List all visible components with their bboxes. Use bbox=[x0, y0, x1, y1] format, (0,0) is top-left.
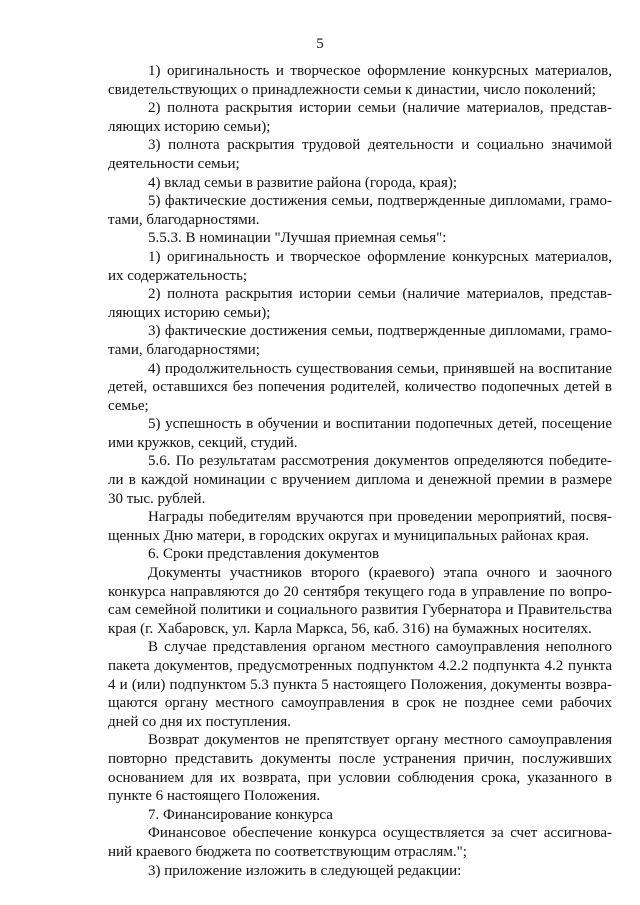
paragraph: 5) успешность в обучении и воспитании подопечных детей, посещение ими кружков, секций, студий. bbox=[108, 416, 612, 451]
paragraph: 5) фактические достижения семьи, подтвержденные дипломами, грамотами, благодарностями. bbox=[108, 193, 612, 228]
paragraph: 2) полнота раскрытия истории семьи (наличие материалов, представляющих историю семьи); bbox=[108, 286, 612, 321]
paragraph: 5.6. По результатам рассмотрения документов определяются победители в каждой номинации с вручением диплома и денежной премии в размере 30 тыс. рублей. bbox=[108, 453, 612, 507]
paragraph: 3) полнота раскрытия трудовой деятельности и социально значимой деятельности семьи; bbox=[108, 137, 612, 172]
section-heading: 7. Финансирование конкурса bbox=[148, 806, 333, 823]
document-body bbox=[108, 62, 612, 880]
paragraph: 2) полнота раскрытия истории семьи (наличие материалов, представляющих историю семьи); bbox=[108, 100, 612, 135]
paragraph: 4) продолжительность существования семьи, принявшей на воспитание детей, оставшихся без попечения родителей, количество подопечных детей в семье; bbox=[108, 360, 612, 414]
paragraph: 3) приложение изложить в следующей редакции: bbox=[148, 862, 462, 879]
paragraph: 1) оригинальность и творческое оформление конкурсных материалов, свидетельствующих о принадлежности семьи к династии, число поколений; bbox=[108, 63, 612, 98]
page-number: 5 bbox=[316, 36, 324, 52]
section-heading: 5.5.3. В номинации "Лучшая приемная семья": bbox=[148, 230, 447, 247]
paragraph: 1) оригинальность и творческое оформление конкурсных материалов, их содержательность; bbox=[108, 248, 612, 284]
paragraph: Награды победителям вручаются при проведении мероприятий, посвященных Дню матери, в городских округах и муниципальных районах края. bbox=[108, 509, 612, 544]
paragraph: Документы участников второго (краевого) этапа очного и заочного конкурса направляются до 20 сентября текущего года в управление по вопросам семейной политики и социального развития Губернатора и Правительства края (г. Хабаровск, ул. Карла Маркса, 56, каб. 316) на бумажных носителях. bbox=[108, 565, 612, 637]
paragraph: Возврат документов не препятствует органу местного самоуправления повторно представить документы после устранения причин, послуживших основанием для их возврата, при условии соблюдения срока, указанного в пункте 6 настоящего Положения. bbox=[108, 732, 612, 805]
section-heading: 6. Сроки представления документов bbox=[148, 546, 380, 563]
paragraph: 4) вклад семьи в развитие района (города, края); bbox=[148, 174, 458, 191]
paragraph: 3) фактические достижения семьи, подтвержденные дипломами, грамотами, благодарностями; bbox=[108, 323, 612, 358]
paragraph: Финансовое обеспечение конкурса осуществляется за счет ассигнований краевого бюджета по соответствующим отраслям."; bbox=[108, 825, 612, 860]
paragraph: В случае представления органом местного самоуправления неполного пакета документов, предусмотренных подпунктом 4.2.2 подпункта 4.2 пункта 4 и (или) подпунктом 5.3 пункта 5 настоящего Положения, документы возвращаются органу местного самоуправления в срок не позднее семи рабочих дней со дня их поступления. bbox=[108, 639, 612, 730]
